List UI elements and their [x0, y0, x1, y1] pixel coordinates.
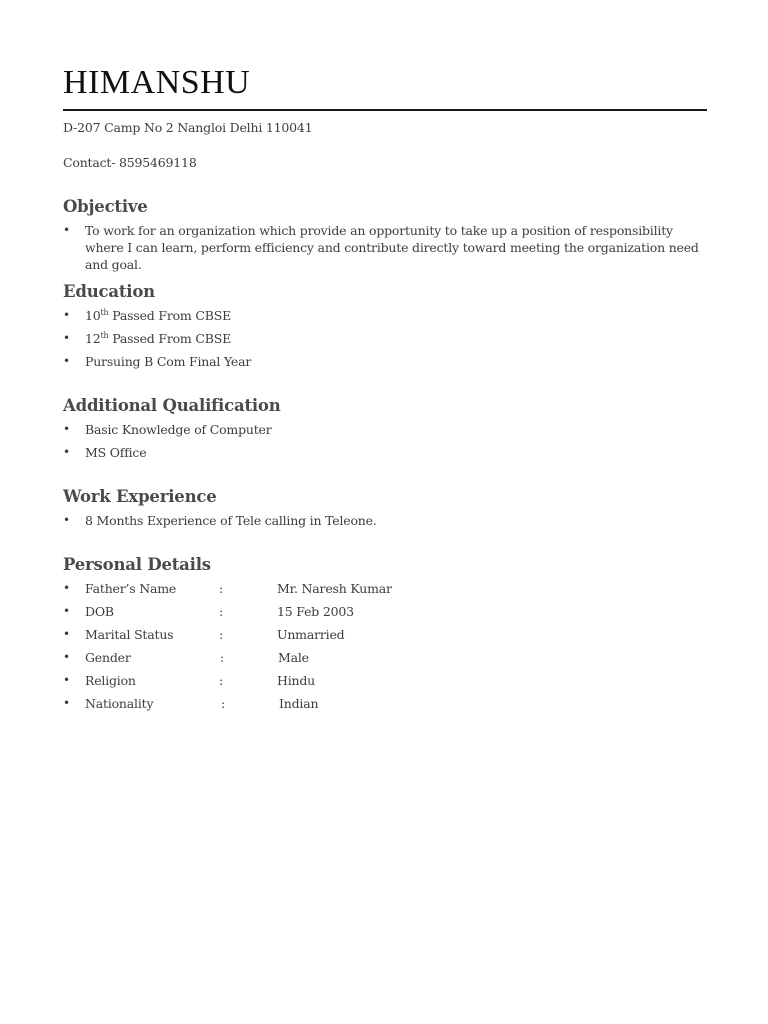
bullet-icon: •	[63, 308, 70, 322]
bullet-icon: •	[63, 581, 70, 595]
qualification-text: Basic Knowledge of Computer	[85, 422, 272, 437]
personal-label: DOB	[85, 604, 114, 619]
bullet-icon: •	[63, 223, 70, 237]
work-experience-heading: Work Experience	[63, 487, 217, 506]
personal-value: Hindu	[277, 673, 316, 688]
education-item-text: 12th Passed From CBSE	[85, 330, 231, 346]
list-item	[63, 421, 708, 438]
objective-text: To work for an organization which provide an opportunity to take up a position of responsibility where I can learn, perform efficiency and contribute directly toward meeting the organization need and goal.	[85, 223, 699, 272]
personal-label: Gender	[85, 650, 131, 665]
bullet-icon: •	[63, 650, 70, 664]
additional-qualification-heading: Additional Qualification	[63, 396, 281, 415]
personal-value: Male	[278, 650, 309, 665]
separator: :	[219, 604, 224, 619]
bullet-icon: •	[63, 604, 70, 618]
personal-row-nationality	[63, 695, 708, 712]
education-item-text: 10th Passed From CBSE	[85, 307, 231, 323]
contact: Contact- 8595469118	[63, 155, 197, 170]
qualification-text: MS Office	[85, 445, 147, 460]
separator: :	[220, 650, 225, 665]
header-divider	[63, 109, 707, 111]
separator: :	[219, 627, 224, 642]
address: D-207 Camp No 2 Nangloi Delhi 110041	[63, 120, 313, 135]
personal-value: Indian	[279, 696, 319, 711]
personal-row-marital-status	[63, 626, 708, 643]
objective-item	[63, 222, 708, 273]
personal-row-religion	[63, 672, 708, 689]
bullet-icon: •	[63, 673, 70, 687]
resume-name: HIMANSHU	[63, 64, 251, 101]
personal-row-gender	[63, 649, 708, 666]
bullet-icon: •	[63, 445, 70, 459]
bullet-icon: •	[63, 627, 70, 641]
list-item	[63, 330, 708, 347]
work-experience-text: 8 Months Experience of Tele calling in Teleone.	[85, 513, 377, 528]
separator: :	[221, 696, 226, 711]
personal-label: Father’s Name	[85, 581, 177, 596]
separator: :	[219, 673, 224, 688]
bullet-icon: •	[63, 422, 70, 436]
list-item	[63, 444, 708, 461]
personal-row-dob	[63, 603, 708, 620]
personal-value: Mr. Naresh Kumar	[277, 581, 392, 596]
list-item	[63, 307, 708, 324]
bullet-icon: •	[63, 331, 70, 345]
separator: :	[219, 581, 224, 596]
personal-label: Nationality	[85, 696, 154, 711]
bullet-icon: •	[63, 513, 70, 527]
objective-heading: Objective	[63, 197, 148, 216]
personal-label: Marital Status	[85, 627, 174, 642]
personal-row-fathers-name	[63, 580, 708, 597]
list-item	[63, 353, 708, 370]
education-item-text: Pursuing B Com Final Year	[85, 354, 252, 369]
bullet-icon: •	[63, 696, 70, 710]
bullet-icon: •	[63, 354, 70, 368]
education-heading: Education	[63, 282, 155, 301]
personal-value: Unmarried	[277, 627, 345, 642]
personal-details-heading: Personal Details	[63, 555, 211, 574]
list-item	[63, 512, 708, 529]
personal-label: Religion	[85, 673, 136, 688]
personal-value: 15 Feb 2003	[277, 604, 354, 619]
